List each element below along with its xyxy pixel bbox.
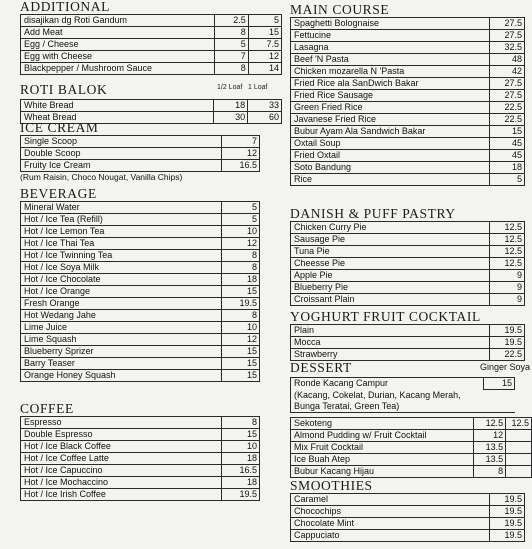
table-row [21, 322, 260, 334]
menu-item-name: Cappuciato [291, 530, 490, 542]
menu-item-name: Hot / Ice Irish Coffee [21, 489, 222, 501]
menu-item-name: Chocolate Mint [291, 518, 490, 530]
menu-item-price: 60 [248, 112, 282, 124]
menu-item-price: 5 [222, 202, 260, 214]
menu-item-name: Hot Wedang Jahe [21, 310, 222, 322]
table-row [21, 148, 260, 160]
table-row [21, 63, 282, 75]
table-row [291, 442, 532, 454]
menu-item-name: Chicken mozarella N 'Pasta [291, 66, 490, 78]
menu-item-price: 22.5 [490, 102, 525, 114]
table-row [291, 325, 525, 337]
menu-item-name: Caramel [291, 494, 490, 506]
menu-item-name: Croissant Plain [291, 294, 490, 306]
menu-item-price: 8 [222, 417, 260, 429]
menu-item-price: 9 [490, 282, 525, 294]
dessert-table [290, 417, 532, 478]
smoothies-title: SMOOTHIES [290, 478, 373, 493]
menu-item-price: 15 [222, 286, 260, 298]
table-row [291, 494, 525, 506]
yoghurt-title: YOGHURT FRUIT COCKTAIL [290, 309, 481, 324]
menu-item-name: Add Meat [21, 27, 215, 39]
full-loaf-header: 1 Loaf [248, 84, 268, 91]
menu-item-price: 5 [222, 214, 260, 226]
table-row [291, 506, 525, 518]
menu-item-price: 45 [490, 138, 525, 150]
table-row [291, 518, 525, 530]
menu-item-price: 5 [248, 15, 281, 27]
smoothies-table [290, 493, 525, 542]
beverage-title: BEVERAGE [20, 186, 97, 201]
table-row [291, 270, 525, 282]
table-row [21, 27, 282, 39]
main-course-section [290, 3, 525, 186]
table-row [291, 337, 525, 349]
table-row [291, 466, 532, 478]
menu-item-name: Mocca [291, 337, 490, 349]
ice-cream-section [20, 121, 260, 183]
table-row [291, 246, 525, 258]
menu-item-price: 12.5 [474, 418, 506, 430]
menu-item-name: Sausage Pie [291, 234, 490, 246]
menu-item-price: 12 [222, 148, 260, 160]
dessert-title: DESSERT [290, 360, 352, 375]
menu-item-price: 15 [248, 27, 281, 39]
menu-item-name: Hot / Ice Black Coffee [21, 441, 222, 453]
menu-item-price: 5 [215, 39, 248, 51]
ice-cream-table [20, 135, 260, 172]
danish-section [290, 207, 525, 306]
table-row [21, 358, 260, 370]
menu-item-price: 12 [222, 238, 260, 250]
menu-item-name: Blackpepper / Mushroom Sauce [21, 63, 215, 75]
table-row [21, 136, 260, 148]
menu-item-name: Fried Rice ala SanDwich Bakar [291, 78, 490, 90]
menu-item-name: disajikan dg Roti Gandum [21, 15, 215, 27]
menu-item-price: 15 [222, 429, 260, 441]
menu-item-price: 32.5 [490, 42, 525, 54]
dessert-section [290, 361, 532, 478]
menu-item-name: Single Scoop [21, 136, 222, 148]
menu-item-name: Double Scoop [21, 148, 222, 160]
menu-item-price: 33 [248, 100, 282, 112]
menu-item-name: Spaghetti Bolognaise [291, 18, 490, 30]
menu-item-name: Fruity Ice Cream [21, 160, 222, 172]
table-row [291, 454, 532, 466]
menu-item-price: 13.5 [474, 442, 506, 454]
menu-item-price: 19.5 [490, 337, 525, 349]
half-loaf-header: 1/2 Loaf [217, 84, 243, 91]
menu-item-price: 9 [490, 294, 525, 306]
table-row [21, 310, 260, 322]
menu-item-name: Soto Bandung [291, 162, 490, 174]
menu-item-name: Double Espresso [21, 429, 222, 441]
main-course-table [290, 17, 525, 186]
menu-item-name: Ronde Kacang Campur [291, 378, 484, 390]
table-row [21, 417, 260, 429]
table-row [21, 453, 260, 465]
menu-item-price: 42 [490, 66, 525, 78]
menu-item-price: 16.5 [222, 465, 260, 477]
menu-item-name: Hot / Ice Tea (Refill) [21, 214, 222, 226]
menu-item-price: 48 [490, 54, 525, 66]
menu-item-price: 15 [222, 346, 260, 358]
table-row [291, 114, 525, 126]
menu-item-price [506, 430, 532, 442]
menu-item-name: Hot / Ice Thai Tea [21, 238, 222, 250]
menu-item-price: 7 [215, 51, 248, 63]
coffee-section [20, 402, 260, 501]
menu-item-name: Mix Fruit Cocktail [291, 442, 474, 454]
menu-item-price [506, 442, 532, 454]
menu-item-price: 27.5 [490, 78, 525, 90]
table-row [21, 39, 282, 51]
table-row [21, 274, 260, 286]
menu-item-price: 15 [490, 126, 525, 138]
menu-item-name: Egg / Cheese [21, 39, 215, 51]
menu-item-name: Sekoteng [291, 418, 474, 430]
table-row [21, 214, 260, 226]
ice-cream-title: ICE CREAM [20, 120, 99, 135]
menu-item-price: 12 [248, 51, 281, 63]
table-row [291, 294, 525, 306]
menu-item-name: Fresh Orange [21, 298, 222, 310]
menu-item-price: 19.5 [490, 530, 525, 542]
menu-item-name: Tuna Pie [291, 246, 490, 258]
table-row [291, 390, 515, 402]
table-row [21, 238, 260, 250]
menu-item-price: 12.5 [490, 234, 525, 246]
menu-item-price: 2.5 [215, 15, 248, 27]
table-row [21, 51, 282, 63]
menu-item-name: Bubur Ayam Ala Sandwich Bakar [291, 126, 490, 138]
menu-item-name: Egg with Cheese [21, 51, 215, 63]
additional-table [20, 14, 282, 75]
menu-item-name: Ice Buah Atep [291, 454, 474, 466]
menu-item-name: Hot / Ice Chocolate [21, 274, 222, 286]
menu-item-price: 22.5 [490, 114, 525, 126]
table-row [21, 441, 260, 453]
coffee-title: COFFEE [20, 401, 74, 416]
table-row [291, 349, 525, 361]
table-row [291, 378, 515, 390]
menu-item-name: Bubur Kacang Hijau [291, 466, 474, 478]
table-row [291, 530, 525, 542]
menu-item-name: Barry Teaser [21, 358, 222, 370]
menu-item-name: Blueberry Sprizer [21, 346, 222, 358]
menu-item-name: Fettucine [291, 30, 490, 42]
table-row [291, 282, 525, 294]
menu-item-price: 8 [215, 27, 248, 39]
table-row [21, 346, 260, 358]
yoghurt-table [290, 324, 525, 361]
menu-item-price: 9 [490, 270, 525, 282]
menu-item-name: Hot / Ice Mochaccino [21, 477, 222, 489]
menu-item-price: 12.5 [490, 246, 525, 258]
ginger-soya-label: Ginger Soya [480, 362, 531, 372]
main-course-title: MAIN COURSE [290, 2, 390, 17]
menu-item-price: 18 [490, 162, 525, 174]
menu-item-price: 12 [222, 334, 260, 346]
additional-title: ADDITIONAL [20, 0, 110, 14]
table-row [21, 250, 260, 262]
table-row [291, 258, 525, 270]
beverage-section [20, 187, 260, 382]
table-row [291, 162, 525, 174]
menu-item-price: 12.5 [490, 222, 525, 234]
smoothies-section [290, 479, 525, 542]
menu-item-name: Green Fried Rice [291, 102, 490, 114]
ice-cream-note: (Rum Raisin, Choco Nougat, Vanilla Chips) [20, 172, 183, 182]
table-row [21, 202, 260, 214]
table-row [291, 150, 525, 162]
menu-item-price: 12.5 [506, 418, 532, 430]
menu-item-price: 18 [222, 274, 260, 286]
roti-balok-title: ROTI BALOK [20, 82, 108, 97]
menu-item-name: Apple Pie [291, 270, 490, 282]
menu-item-name: Wheat Bread [21, 112, 214, 124]
menu-item-price: 8 [222, 262, 260, 274]
menu-item-price: 13.5 [474, 454, 506, 466]
table-row [21, 370, 260, 382]
menu-item-name: Lasagna [291, 42, 490, 54]
yoghurt-section [290, 310, 525, 361]
menu-item-name: Plain [291, 325, 490, 337]
menu-item-price: 22.5 [490, 349, 525, 361]
menu-item-name: Lime Squash [21, 334, 222, 346]
menu-item-name: Chocochips [291, 506, 490, 518]
additional-section [20, 0, 282, 75]
danish-title: DANISH & PUFF PASTRY [290, 206, 456, 221]
table-row [21, 477, 260, 489]
menu-item-name: Chicken Curry Pie [291, 222, 490, 234]
menu-item-price [506, 454, 532, 466]
table-row [291, 418, 532, 430]
menu-item-price: 12 [474, 430, 506, 442]
menu-item-name: Beef 'N Pasta [291, 54, 490, 66]
menu-item-price: 19.5 [490, 518, 525, 530]
table-row [21, 429, 260, 441]
table-row [291, 90, 525, 102]
menu-item-price: 10 [222, 226, 260, 238]
menu-item-price: 12.5 [490, 258, 525, 270]
table-row [21, 334, 260, 346]
menu-item-name: Fried Rice Sausage [291, 90, 490, 102]
menu-item-price: 10 [222, 441, 260, 453]
menu-item-price: 15 [222, 358, 260, 370]
menu-item-price: 18 [222, 477, 260, 489]
menu-item-price: 27.5 [490, 18, 525, 30]
menu-item-name: Javanese Fried Rice [291, 114, 490, 126]
menu-item-price: 19.5 [222, 298, 260, 310]
menu-item-name: Hot / Ice Capuccino [21, 465, 222, 477]
menu-item-price: 14 [248, 63, 281, 75]
table-row [291, 102, 525, 114]
table-row [21, 100, 282, 112]
table-row [21, 15, 282, 27]
menu-item-price: 8 [222, 250, 260, 262]
menu-item-name: Cheesse Pie [291, 258, 490, 270]
table-row [291, 42, 525, 54]
menu-item-price: 15 [222, 370, 260, 382]
menu-item-price: 15 [484, 378, 515, 390]
menu-item-price: 8 [222, 310, 260, 322]
table-row [21, 465, 260, 477]
table-row [21, 286, 260, 298]
menu-item-name: Espresso [21, 417, 222, 429]
menu-item-price: 45 [490, 150, 525, 162]
menu-item-name: Mineral Water [21, 202, 222, 214]
danish-table [290, 221, 525, 306]
menu-item-price: 19.5 [490, 494, 525, 506]
menu-item-price: 19.5 [490, 506, 525, 518]
menu-item-name: Rice [291, 174, 490, 186]
table-row [291, 234, 525, 246]
menu-item-price: 7.5 [248, 39, 281, 51]
menu-item-price: 8 [215, 63, 248, 75]
table-row [291, 54, 525, 66]
menu-item-name: Strawberry [291, 349, 490, 361]
table-row [291, 174, 525, 186]
table-row [291, 18, 525, 30]
dessert-detail-line: (Kacang, Cokelat, Durian, Kacang Merah, [291, 390, 515, 402]
menu-item-name: Lime Juice [21, 322, 222, 334]
menu-item-price: 16.5 [222, 160, 260, 172]
menu-item-price: 27.5 [490, 30, 525, 42]
menu-item-name: Almond Pudding w/ Fruit Cocktail [291, 430, 474, 442]
menu-item-name: Hot / Ice Lemon Tea [21, 226, 222, 238]
roti-balok-section [20, 83, 282, 124]
table-row [21, 160, 260, 172]
menu-item-price: 30 [214, 112, 248, 124]
menu-item-name: Hot / Ice Twinning Tea [21, 250, 222, 262]
menu-item-name: White Bread [21, 100, 214, 112]
table-row [21, 262, 260, 274]
menu-item-price: 7 [222, 136, 260, 148]
menu-item-price [506, 466, 532, 478]
table-row [291, 78, 525, 90]
menu-item-price: 18 [222, 453, 260, 465]
table-row [21, 298, 260, 310]
table-row [291, 401, 515, 413]
menu-item-name: Blueberry Pie [291, 282, 490, 294]
menu-item-price: 27.5 [490, 90, 525, 102]
menu-item-price: 19.5 [490, 325, 525, 337]
menu-item-name: Hot / Ice Soya Milk [21, 262, 222, 274]
menu-item-name: Hot / Ice Coffee Latte [21, 453, 222, 465]
menu-item-name: Fried Oxtail [291, 150, 490, 162]
table-row [291, 126, 525, 138]
menu-item-name: Oxtail Soup [291, 138, 490, 150]
table-row [21, 489, 260, 501]
coffee-table [20, 416, 260, 501]
menu-item-price: 8 [474, 466, 506, 478]
table-row [291, 138, 525, 150]
table-row [291, 30, 525, 42]
beverage-table [20, 201, 260, 382]
menu-item-name: Hot / Ice Orange [21, 286, 222, 298]
table-row [291, 66, 525, 78]
dessert-first-table [290, 377, 515, 413]
table-row [21, 226, 260, 238]
table-row [291, 222, 525, 234]
menu-item-price: 10 [222, 322, 260, 334]
menu-item-price: 5 [490, 174, 525, 186]
menu-item-name: Orange Honey Squash [21, 370, 222, 382]
table-row [291, 430, 532, 442]
menu-item-price: 19.5 [222, 489, 260, 501]
dessert-detail-line: Bunga Teratai, Green Tea) [291, 401, 515, 413]
menu-item-price: 18 [214, 100, 248, 112]
